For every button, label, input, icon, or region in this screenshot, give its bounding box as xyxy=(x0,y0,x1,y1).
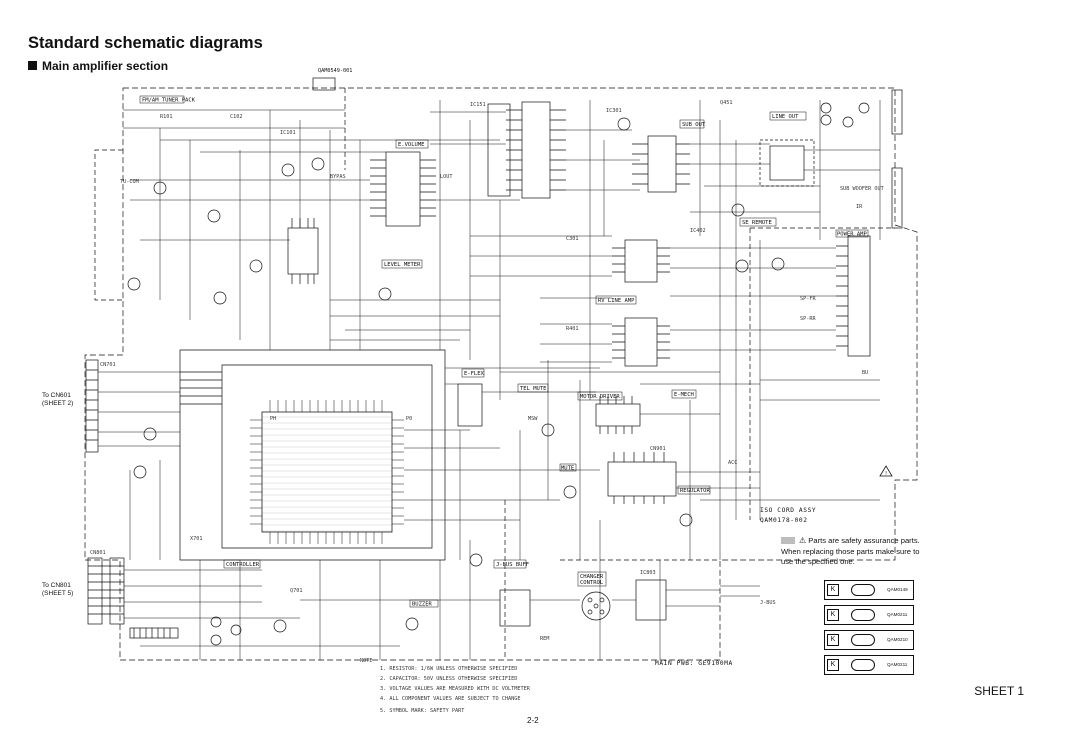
svg-text:NOTE: NOTE xyxy=(360,658,373,664)
svg-text:C102: C102 xyxy=(230,114,243,120)
svg-text:P0: P0 xyxy=(406,416,413,422)
block-rv-line-amp: RV LINE AMP xyxy=(598,298,635,304)
legend-row: K QAM0211 xyxy=(824,605,914,625)
legend-row: K QAM0149 xyxy=(824,580,914,600)
iso-cord-assy xyxy=(760,506,816,526)
block-regulator: REGULATOR xyxy=(680,488,710,494)
legend-row: K QAM0211 xyxy=(824,655,914,675)
svg-text:!: ! xyxy=(884,471,888,477)
svg-text:Q701: Q701 xyxy=(290,588,303,594)
cord-assy-part: QAM0178-002 xyxy=(760,517,808,524)
svg-text:ACC: ACC xyxy=(728,460,738,466)
top-part-number: QAM0549-001 xyxy=(318,68,353,74)
cord-assy-name: ISO CORD ASSY xyxy=(760,507,817,514)
page-number: 2-2 xyxy=(527,716,539,725)
block-motor-driver: MOTOR DRIVER xyxy=(580,394,620,400)
block-level-meter: LEVEL METER xyxy=(384,262,421,268)
svg-text:5. SYMBOL MARK: SAFETY PART: 5. SYMBOL MARK: SAFETY PART xyxy=(380,708,465,714)
sheet-label: SHEET 1 xyxy=(974,684,1024,698)
safety-note-text: Parts are safety assurance parts. When replacing those parts make sure to use the specified one. xyxy=(781,536,920,566)
svg-text:SUB WOOFER OUT: SUB WOOFER OUT xyxy=(840,186,884,192)
block-e-volume: E.VOLUME xyxy=(398,142,425,148)
svg-text:IC803: IC803 xyxy=(640,570,656,576)
connector-icon xyxy=(851,584,875,596)
connector-icon xyxy=(851,659,875,671)
svg-text:R101: R101 xyxy=(160,114,173,120)
svg-text:CN901: CN901 xyxy=(650,446,666,452)
svg-text:BYPAS: BYPAS xyxy=(330,174,346,180)
safety-highlight-swatch xyxy=(781,537,795,544)
svg-text:J-BUS: J-BUS xyxy=(760,600,776,606)
block-sub-out: SUB OUT xyxy=(682,122,706,128)
svg-text:4. ALL COMPONENT VALUES ARE SU: 4. ALL COMPONENT VALUES ARE SUBJECT TO CHANGE xyxy=(380,696,521,702)
svg-text:X701: X701 xyxy=(190,536,203,542)
connector-icon xyxy=(851,634,875,646)
svg-text:MSW: MSW xyxy=(528,416,538,422)
page-title: Standard schematic diagrams xyxy=(28,34,263,52)
block-buzzer: BUZZER xyxy=(412,601,432,608)
block-j-bus-buff: J-BUS BUFF xyxy=(496,562,530,568)
to-cn801-label: To CN801 (SHEET 5) xyxy=(42,582,74,597)
svg-text:SP-FR: SP-FR xyxy=(800,296,816,302)
svg-text:CN701: CN701 xyxy=(100,362,116,368)
rds-ic xyxy=(522,102,550,198)
block-changer-control: CHANGER CONTROL xyxy=(580,574,604,586)
section-title: Main amplifier section xyxy=(42,59,169,73)
svg-text:IC301: IC301 xyxy=(606,108,622,114)
svg-text:PH: PH xyxy=(270,416,277,422)
block-mute: MUTE xyxy=(561,465,575,472)
svg-text:R401: R401 xyxy=(566,326,579,332)
block-power-amp: POWER AMP xyxy=(837,231,867,238)
svg-text:TU-COM: TU-COM xyxy=(120,179,139,185)
block-e-flex: E-FLEX xyxy=(464,371,484,377)
e-volume-ic xyxy=(386,152,420,226)
svg-text:Q451: Q451 xyxy=(720,100,733,106)
svg-text:REM: REM xyxy=(540,636,550,642)
svg-text:CN801: CN801 xyxy=(90,550,106,556)
warning-triangle-icon: ⚠ xyxy=(799,536,807,545)
block-line-out: LINE OUT xyxy=(772,114,799,120)
block-se-remote: SE REMOTE xyxy=(742,220,772,226)
block-controller: CONTROLLER xyxy=(226,562,260,568)
svg-text:IC101: IC101 xyxy=(280,130,296,136)
svg-text:IC151: IC151 xyxy=(470,102,486,108)
svg-text:C301: C301 xyxy=(566,236,579,242)
to-cn601-label: To CN601 (SHEET 2) xyxy=(42,392,74,407)
block-e-mech: E-MECH xyxy=(674,392,694,398)
svg-text:3. VOLTAGE VALUES ARE MEASURED: 3. VOLTAGE VALUES ARE MEASURED WITH DC VOLTMETER xyxy=(380,686,530,692)
connector-icon xyxy=(851,609,875,621)
pwb-boundary xyxy=(85,88,917,660)
svg-text:SP-RR: SP-RR xyxy=(800,316,816,322)
svg-text:BU: BU xyxy=(862,370,869,376)
safety-note xyxy=(781,536,921,568)
svg-text:LOUT: LOUT xyxy=(440,174,453,180)
svg-text:2. CAPACITOR: 50V UNLESS OTHER: 2. CAPACITOR: 50V UNLESS OTHERWISE SPECIFIED xyxy=(380,676,518,682)
main-pwb-label: MAIN PWB: GE9100MA xyxy=(655,660,733,667)
svg-text:IR: IR xyxy=(856,204,863,210)
svg-text:1. RESISTOR: 1/6W UNLESS OTHER: 1. RESISTOR: 1/6W UNLESS OTHERWISE SPECIFIED xyxy=(380,666,518,672)
block-fm-am-tuner-pack: FM/AM TUNER PACK xyxy=(142,97,195,104)
svg-text:IC402: IC402 xyxy=(690,228,706,234)
legend-row: K QAM0210 xyxy=(824,630,914,650)
block-tel-mute: TEL MUTE xyxy=(520,386,547,392)
connector-legend xyxy=(824,580,914,680)
